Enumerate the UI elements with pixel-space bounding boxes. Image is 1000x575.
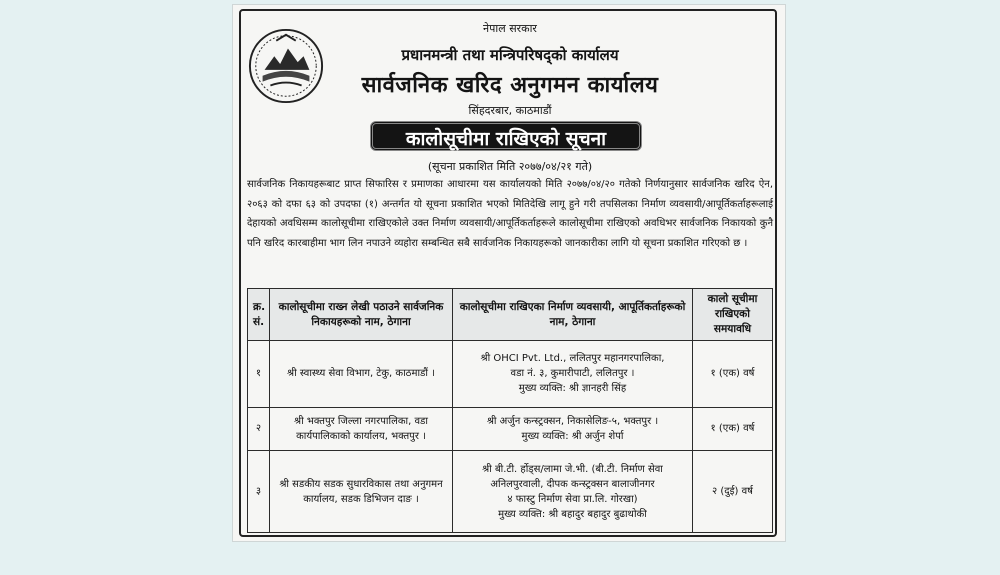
firm-name: श्री अर्जुन कन्स्ट्रक्सन, निकासेलिङ-५, भक्तपुर । [486,415,659,427]
row-period: २ (दुई) वर्ष [693,451,773,533]
row-period: १ (एक) वर्ष [693,341,773,408]
row-firm [453,451,693,533]
government-name: नेपाल सरकार [483,22,537,35]
row-sn: २ [248,407,270,450]
department-name: सार्वजनिक खरिद अनुगमन कार्यालय [361,73,659,98]
firm-person: मुख्य व्यक्ति: श्री ज्ञानहरी सिंह [518,383,627,395]
row-agency: श्री भक्तपुर जिल्ला नगरपालिका, वडा कार्यपालिकाको कार्यालय, भक्तपुर । [270,407,453,450]
firm-person: मुख्य व्यक्ति: श्री बहादुर बहादुर बुढाथोकी [498,508,647,520]
row-agency: श्री सडकीय सडक सुधारविकास तथा अनुगमन कार्यालय, सडक डिभिजन दाङ । [270,451,453,533]
office-location: सिंहदरबार, काठमाडौं [468,104,552,117]
table-row [248,451,773,533]
row-agency: श्री स्वास्थ्य सेवा विभाग, टेकु, काठमाडौं । [270,341,453,408]
notice-paper [232,4,786,542]
header-agency: कालोसूचीमा राख्न लेखी पठाउने सार्वजनिक निकायहरूको नाम, ठेगाना [270,289,453,341]
firm-address: ४ फास्टु निर्माण सेवा प्रा.लि. गोरखा) [507,493,638,505]
row-firm [453,341,693,408]
table-row [248,341,773,408]
header-period: कालो सूचीमा राखिएको समयावधि [693,289,773,341]
firm-person: मुख्य व्यक्ति: श्री अर्जुन शेर्पा [521,430,624,442]
header-firm: कालोसूचीमा राखिएका निर्माण व्यवसायी, आपूर्तिकर्ताहरूको नाम, ठेगाना [453,289,693,341]
publication-date: (सूचना प्रकाशित मिति २०७७/०४/२१ गते) [427,160,593,173]
blacklist-table [247,288,773,533]
notice-title: कालोसूचीमा राखिएको सूचना [370,121,642,151]
row-sn: ३ [248,451,270,533]
notice-body: सार्वजनिक निकायहरूबाट प्राप्त सिफारिस र प्रमाणका आधारमा यस कार्यालयको मिति २०७७/०४/२० गतेको निर्णयानुसार सार्वजनिक खरिद ऐन, २०६३ को दफा ६३ को उपदफा (१) अन्तर्गत यो सूचना प्रकाशित भएको मितिदेखि लागू हुने गरी तपसिलका निर्माण व्यवसायी/आपूर्तिकर्ताहरूलाई देहायको अवधिसम्म कालोसूचीमा राखिएकोले उक्त निर्माण व्यवसायी/आपूर्तिकर्ताहरूले कालोसूचीमा राखिएको अवधिभर सार्वजनिक निकायको कुनै पनि खरिद कारबाहीमा भाग लिन नपाउने व्यहोरा सम्बन्धित सबै सार्वजनिक निकायहरूको जानकारीका लागि यो सूचना प्रकाशित गरिएको छ । [247,179,773,249]
row-firm [453,407,693,450]
office-name: प्रधानमन्त्री तथा मन्त्रिपरिषद्को कार्यालय [401,46,619,64]
row-period: १ (एक) वर्ष [693,407,773,450]
header-sn: क्र. सं. [248,289,270,341]
firm-address: वडा नं. ३, कुमारीपाटी, ललितपुर । [510,368,635,380]
row-sn: १ [248,341,270,408]
table-row [248,407,773,450]
firm-name: श्री OHCI Pvt. Ltd., ललितपुर महानगरपालिका, [480,353,665,365]
table-header-row [248,289,773,341]
firm-name: श्री बी.टी. र्होड्स/लामा जे.भी. (बी.टी. निर्माण सेवा अनिलपुरवाली, दीपक कन्स्ट्रक्सन बालाजीनगर [482,463,663,490]
